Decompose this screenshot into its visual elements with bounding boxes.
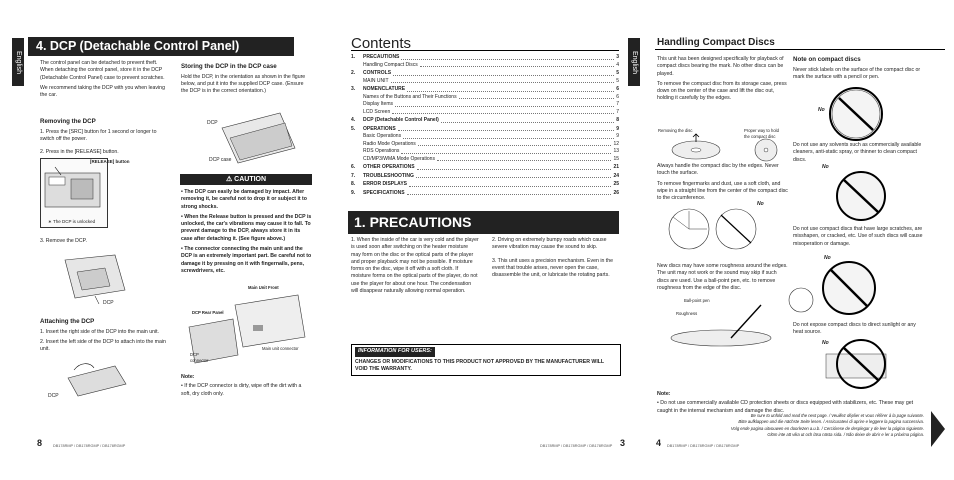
- multilang-line-3: Volg ende pagina uitvouwen en doorlezen a.u.b. / Cerciórese de desplegar y de leer la página siguiente.: [730, 425, 924, 431]
- toc-label: Radio Mode Operations: [363, 140, 416, 147]
- left-column: [40, 60, 170, 102]
- toc-page: 6: [616, 86, 619, 92]
- note-section: [181, 374, 311, 401]
- toc-row: [351, 62, 619, 70]
- toc-label: CONTROLS: [363, 70, 392, 76]
- no-solvents-figure: [816, 170, 906, 222]
- toc-number: 4.: [351, 117, 356, 123]
- roughness-figure: [661, 300, 781, 350]
- toc-leader: [418, 141, 612, 147]
- precaution-1: 1. When the inside of the car is very cold and the player is used soon after switching on the heater moisture may form on the disc or the optical parts of the player and proper playback may not be possible. If moisture forms on the disc, wipe it off with a soft cloth. If moisture forms on the optical parts of the player, do not use the player for about one hour. The condensation will disappear naturally allowing normal operation.: [351, 237, 479, 294]
- toc-number: 8.: [351, 181, 356, 187]
- toc-number: 1.: [351, 54, 356, 60]
- toc-page: 5: [616, 77, 619, 84]
- toc-page: 7: [616, 101, 619, 107]
- toc-label: Names of the Buttons and Their Functions: [363, 93, 457, 100]
- note-item: • If the DCP connector is dirty, wipe off the dirt with a soft, dry cloth only.: [181, 383, 302, 397]
- toc-label: TROUBLESHOOTING: [363, 172, 414, 179]
- info-title: INFORMATION FOR USERS:: [355, 347, 435, 357]
- toc-page: 4: [616, 61, 619, 68]
- no-badge-4: No: [824, 255, 831, 261]
- removing-step-3: 3. Remove the DCP.: [40, 238, 87, 244]
- toc-label: LCD Screen: [363, 108, 391, 115]
- toc-row: [351, 156, 619, 164]
- handling-intro: This unit has been designed specifically for playback of compact discs bearing the mark. No other discs can be played.: [657, 56, 784, 77]
- toc-row: [351, 101, 619, 109]
- page-footer-4: DB178RMP / DB178RGMP / DB178RGMP: [667, 443, 740, 448]
- toc-row: [351, 109, 619, 117]
- storing-text: Hold the DCP, in the orientation as shown in the figure below, and put it into the supplied DCP case. (Ensure the DCP is in the correct orientation.): [181, 73, 306, 95]
- toc-leader: [441, 117, 614, 123]
- toc-number: [351, 133, 363, 141]
- storing-section: [181, 63, 311, 99]
- precaution-3: 3. This unit uses a precision mechanism. Even in the event that trouble arises, never open the case, disassemble the unit, or lubricate the rotating parts.: [492, 257, 614, 279]
- toc-row: [351, 133, 619, 141]
- attaching-step-1: 1. Insert the right side of the DCP into the main unit.: [40, 328, 159, 335]
- toc-row: [351, 117, 619, 125]
- toc-label: ERROR DISPLAYS: [363, 181, 407, 187]
- sunlight-text: Do not expose compact discs to direct sunlight or any heat source.: [793, 322, 916, 336]
- info-text: CHANGES OR MODIFICATIONS TO THIS PRODUCT NOT APPROVED BY THE MANUFACTURER WILL VOID THE WARRANTY.: [355, 358, 605, 372]
- case-label: DCP case: [209, 157, 232, 163]
- page-number-3: 3: [620, 438, 626, 449]
- toc-page: 25: [613, 181, 619, 187]
- toc-page: 3: [616, 54, 619, 60]
- new-discs-text: New discs may have some roughness around the edges. The unit may not work or the sound may skip if such discs are used. Use a ball-point pen, etc. to remove roughness from the edge of the disc.: [657, 263, 788, 291]
- toc-row: [351, 86, 619, 94]
- recommend-text: We recommend taking the DCP with you when leaving the car.: [40, 84, 165, 99]
- case-figure: [200, 108, 310, 174]
- language-tab: English: [12, 38, 24, 86]
- toc-page: 15: [613, 155, 619, 162]
- toc-label: NOMENCLATURE: [363, 86, 406, 92]
- toc-number: [351, 156, 363, 164]
- page-number-8: 8: [37, 438, 43, 449]
- toc-row: [351, 94, 619, 102]
- no-badge-5: No: [822, 340, 829, 346]
- caution-title: CAUTION: [234, 176, 267, 183]
- disc-handling-figure: [656, 132, 796, 162]
- toc-number: 5.: [351, 125, 356, 132]
- toc-number: 9.: [351, 189, 356, 196]
- multilang-line-1: Be sure to unfold and read the next page. / Veuillez déplier et vous référer à la page suivante.: [750, 413, 924, 418]
- toc-label: Display Items: [363, 101, 394, 107]
- toc-page: 8: [616, 117, 619, 123]
- no-badge-2: No: [818, 107, 825, 113]
- toc-number: [351, 141, 363, 149]
- note-text: If the DCP connector is dirty, wipe off the dirt with a soft, dry cloth only.: [181, 383, 302, 397]
- contents-rule: [351, 50, 619, 51]
- toc-label: Handling Compact Discs: [363, 61, 418, 68]
- removing-step-1: 1. Press the [SRC] button for 1 second or longer to switch off the power.: [40, 128, 157, 142]
- no-scratch-figure: [781, 258, 891, 318]
- scratch-text: Do not use compact discs that have large scratches, are misshapen, or cracked, etc. Use of such discs will cause misoperation or damage.: [793, 226, 923, 247]
- case-dcp-label: DCP: [207, 120, 218, 126]
- toc-number: [351, 62, 363, 70]
- dcp-label-1: DCP: [103, 300, 114, 306]
- dcp-label-2: DCP: [48, 393, 59, 399]
- note-title: Note:: [181, 374, 195, 380]
- proper-way-label: Proper way to hold the compact disc: [744, 128, 779, 139]
- release-label: [RELEASE] button: [90, 159, 130, 164]
- handling-rule: [655, 49, 945, 50]
- toc-number: 7.: [351, 172, 356, 179]
- toc-row: [351, 148, 619, 156]
- toc-page: 13: [613, 148, 619, 154]
- toc-leader: [420, 62, 614, 68]
- no-sunlight-figure: [816, 338, 911, 390]
- toc-page: 21: [613, 164, 619, 170]
- toc-leader: [393, 70, 614, 76]
- toc-page: 26: [613, 189, 619, 196]
- handle-edges-text: Always handle the compact disc by the edges. Never touch the surface.: [657, 163, 779, 177]
- toc-number: [351, 101, 363, 109]
- caution-item-2: • When the Release button is pressed and the DCP is unlocked, the car's vibrations may cause it to fall. To prevent damage to the DCP, always store it in its case after detaching it. (See figure above.): [181, 213, 312, 242]
- bottom-note-text: Do not use commercially available CD protection sheets or discs equipped with stabilizers, etc. These may get caught in the internal mechanism and damage the disc.: [657, 400, 914, 414]
- no-labels-figure: [811, 86, 901, 142]
- caution-text-1: The DCP can easily be damaged by impact. After removing it, be careful not to drop it or subject it to strong shocks.: [181, 189, 307, 210]
- language-tab-right: English: [628, 38, 640, 86]
- toc-row: [351, 54, 619, 62]
- toc-label: OTHER OPERATIONS: [363, 164, 415, 170]
- toc-page: 5: [616, 70, 619, 76]
- attach-figure: [60, 358, 135, 406]
- solvents-text: Do not use any solvents such as commercially available cleaners, anti-static spray, or thinner to clean compact discs.: [793, 142, 922, 163]
- handle-text-block: [657, 163, 789, 205]
- no-badge-1: No: [757, 201, 764, 207]
- toc-page: 6: [616, 93, 619, 100]
- remove-figure: [55, 250, 135, 310]
- precautions-col-1: [351, 237, 479, 298]
- toc-leader: [401, 148, 611, 154]
- toc-row: [351, 126, 619, 134]
- toc-row: [351, 164, 619, 172]
- wipe-figure: [661, 205, 761, 253]
- caution-text-2: When the Release button is pressed and the DCP is unlocked, the car's vibrations may cause it to fall. To prevent damage to the DCP, always store it in its case after detaching it. (See figure above.): [181, 213, 312, 242]
- toc-label: CD/MP3/WMA Mode Operations: [363, 155, 435, 162]
- attaching-title: Attaching the DCP: [40, 318, 95, 325]
- toc-leader: [416, 173, 612, 179]
- toc-label: MAIN UNIT: [363, 77, 389, 84]
- toc-leader: [401, 54, 614, 60]
- caution-item-1: • The DCP can easily be damaged by impact. After removing it, be careful not to drop it or subject it to strong shocks.: [181, 189, 307, 210]
- removing-disc-label: Removing the disc: [658, 128, 693, 133]
- toc-row: [351, 141, 619, 149]
- toc-list: [351, 54, 619, 197]
- toc-row: [351, 190, 619, 198]
- handling-left-col: [657, 56, 789, 106]
- attaching-section: [40, 318, 170, 357]
- ballpoint-label: Ball-point pen: [684, 298, 710, 303]
- unlocked-label: ∗ The DCP is unlocked: [48, 219, 96, 224]
- bottom-note-item: • Do not use commercially available CD protection sheets or discs equipped with stabilizers, etc. These may get caught in the internal mechanism and damage the disc.: [657, 400, 914, 414]
- toc-label: PRECAUTIONS: [363, 54, 400, 60]
- toc-label: OPERATIONS: [363, 125, 396, 132]
- multilang-line-4: Glöm inte att vika ut och läsa nästa sida. / Não deixe de abrir e ler a próxima página.: [767, 431, 924, 437]
- dcp-rear-panel-label: DCP Rear Panel: [192, 310, 224, 315]
- dcp-connector-label: DCP connector: [190, 352, 209, 363]
- storing-title: Storing the DCP in the DCP case: [181, 63, 277, 70]
- removing-step-2: 2. Press in the [RELEASE] button.: [40, 149, 119, 156]
- toc-label: RDS Operations: [363, 148, 400, 154]
- handling-title: Handling Compact Discs: [657, 37, 775, 48]
- toc-row: [351, 181, 619, 189]
- precautions-col-2: [492, 237, 620, 282]
- contents-title: Contents: [351, 35, 412, 52]
- page-8: [0, 0, 318, 480]
- toc-leader: [437, 156, 611, 162]
- fingermarks-text: To remove fingermarks and dust, use a soft cloth, and wipe in a straight line from the center of the compact disc to the circumference.: [657, 180, 788, 202]
- precautions-title: 1. PRECAUTIONS: [348, 211, 619, 234]
- toc-leader: [395, 101, 614, 107]
- toc-leader: [417, 164, 612, 170]
- toc-number: 3.: [351, 86, 356, 92]
- toc-leader: [407, 86, 614, 92]
- multilang-line-2: Bitte aufklappen und die nächste Seite lesen. / Assicuratevi di aprire e leggere la pagina successiva.: [738, 419, 924, 425]
- toc-page: 9: [616, 125, 619, 132]
- toc-label: Basic Operations: [363, 133, 402, 139]
- toc-number: [351, 78, 363, 86]
- toc-leader: [407, 190, 612, 196]
- toc-number: [351, 109, 363, 117]
- toc-leader: [391, 78, 615, 84]
- toc-number: [351, 94, 363, 102]
- note-discs-title: Note on compact discs: [793, 56, 861, 63]
- multilang-notice: [696, 413, 924, 438]
- no-badge-3: No: [822, 164, 829, 170]
- page-title: 4. DCP (Detachable Control Panel): [28, 37, 294, 56]
- page-footer-8: DB178RMP / DB178RGMP / DB178RGMP: [53, 443, 126, 448]
- toc-leader: [392, 109, 614, 115]
- main-unit-connector-label: Main unit connector: [262, 346, 299, 351]
- next-page-arrow-icon: [931, 411, 945, 447]
- toc-number: 6.: [351, 164, 356, 170]
- page-4: [631, 0, 954, 480]
- toc-label: DCP (Detachable Control Panel): [363, 117, 439, 123]
- caution-header: [180, 174, 312, 185]
- bottom-note-title: Note:: [657, 391, 671, 397]
- toc-row: [351, 70, 619, 78]
- toc-leader: [459, 94, 615, 100]
- page-3: [318, 0, 636, 480]
- toc-number: 2.: [351, 70, 356, 76]
- info-box: [351, 344, 621, 376]
- attaching-step-2: 2. Insert the left side of the DCP to attach into the main unit.: [40, 338, 166, 353]
- toc-page: 7: [616, 108, 619, 115]
- toc-page: 12: [613, 140, 619, 147]
- toc-page: 9: [616, 133, 619, 139]
- toc-leader: [409, 181, 611, 187]
- warning-icon: ⚠: [225, 176, 235, 183]
- toc-leader: [403, 133, 614, 139]
- toc-leader: [398, 126, 615, 132]
- note-discs-section: [793, 56, 923, 84]
- removing-section: [40, 118, 170, 160]
- note-discs-text: Never stick labels on the surface of the compact disc or mark the surface with a pencil or pen.: [793, 66, 921, 80]
- toc-number: [351, 148, 363, 156]
- toc-label: SPECIFICATIONS: [363, 189, 405, 196]
- release-figure: [40, 158, 108, 228]
- roughness-label: Roughness: [676, 311, 698, 316]
- main-unit-front-label: Main Unit Front: [248, 285, 279, 290]
- intro-text: The control panel can be detached to prevent theft. When detaching the control panel, store it in the DCP (Detachable Control Panel) case to prevent scratches.: [40, 60, 165, 81]
- toc-page: 24: [613, 172, 619, 179]
- toc-row: [351, 173, 619, 181]
- caution-text-3: The connector connecting the main unit and the DCP is an extremely important part. Be careful not to damage it by pressing on it with fingernails, pens, screwdrivers, etc.: [181, 245, 312, 274]
- page-footer-3: DB178RMP / DB178RGMP / DB178RGMP: [540, 443, 613, 448]
- page-number-4: 4: [656, 438, 662, 449]
- caution-list: [181, 189, 312, 278]
- toc-row: [351, 78, 619, 86]
- remove-disc-text: To remove the compact disc from its storage case, press down on the center of the case and lift the disc out, holding it carefully by the edges.: [657, 80, 787, 102]
- precaution-2: 2. Driving on extremely bumpy roads which cause severe vibration may cause the sound to skip.: [492, 237, 607, 251]
- caution-item-3: • The connector connecting the main unit and the DCP is an extremely important part. Be careful not to damage it by pressing on it with fingernails, pens, screwdrivers, etc.: [181, 245, 312, 274]
- removing-title: Removing the DCP: [40, 118, 96, 125]
